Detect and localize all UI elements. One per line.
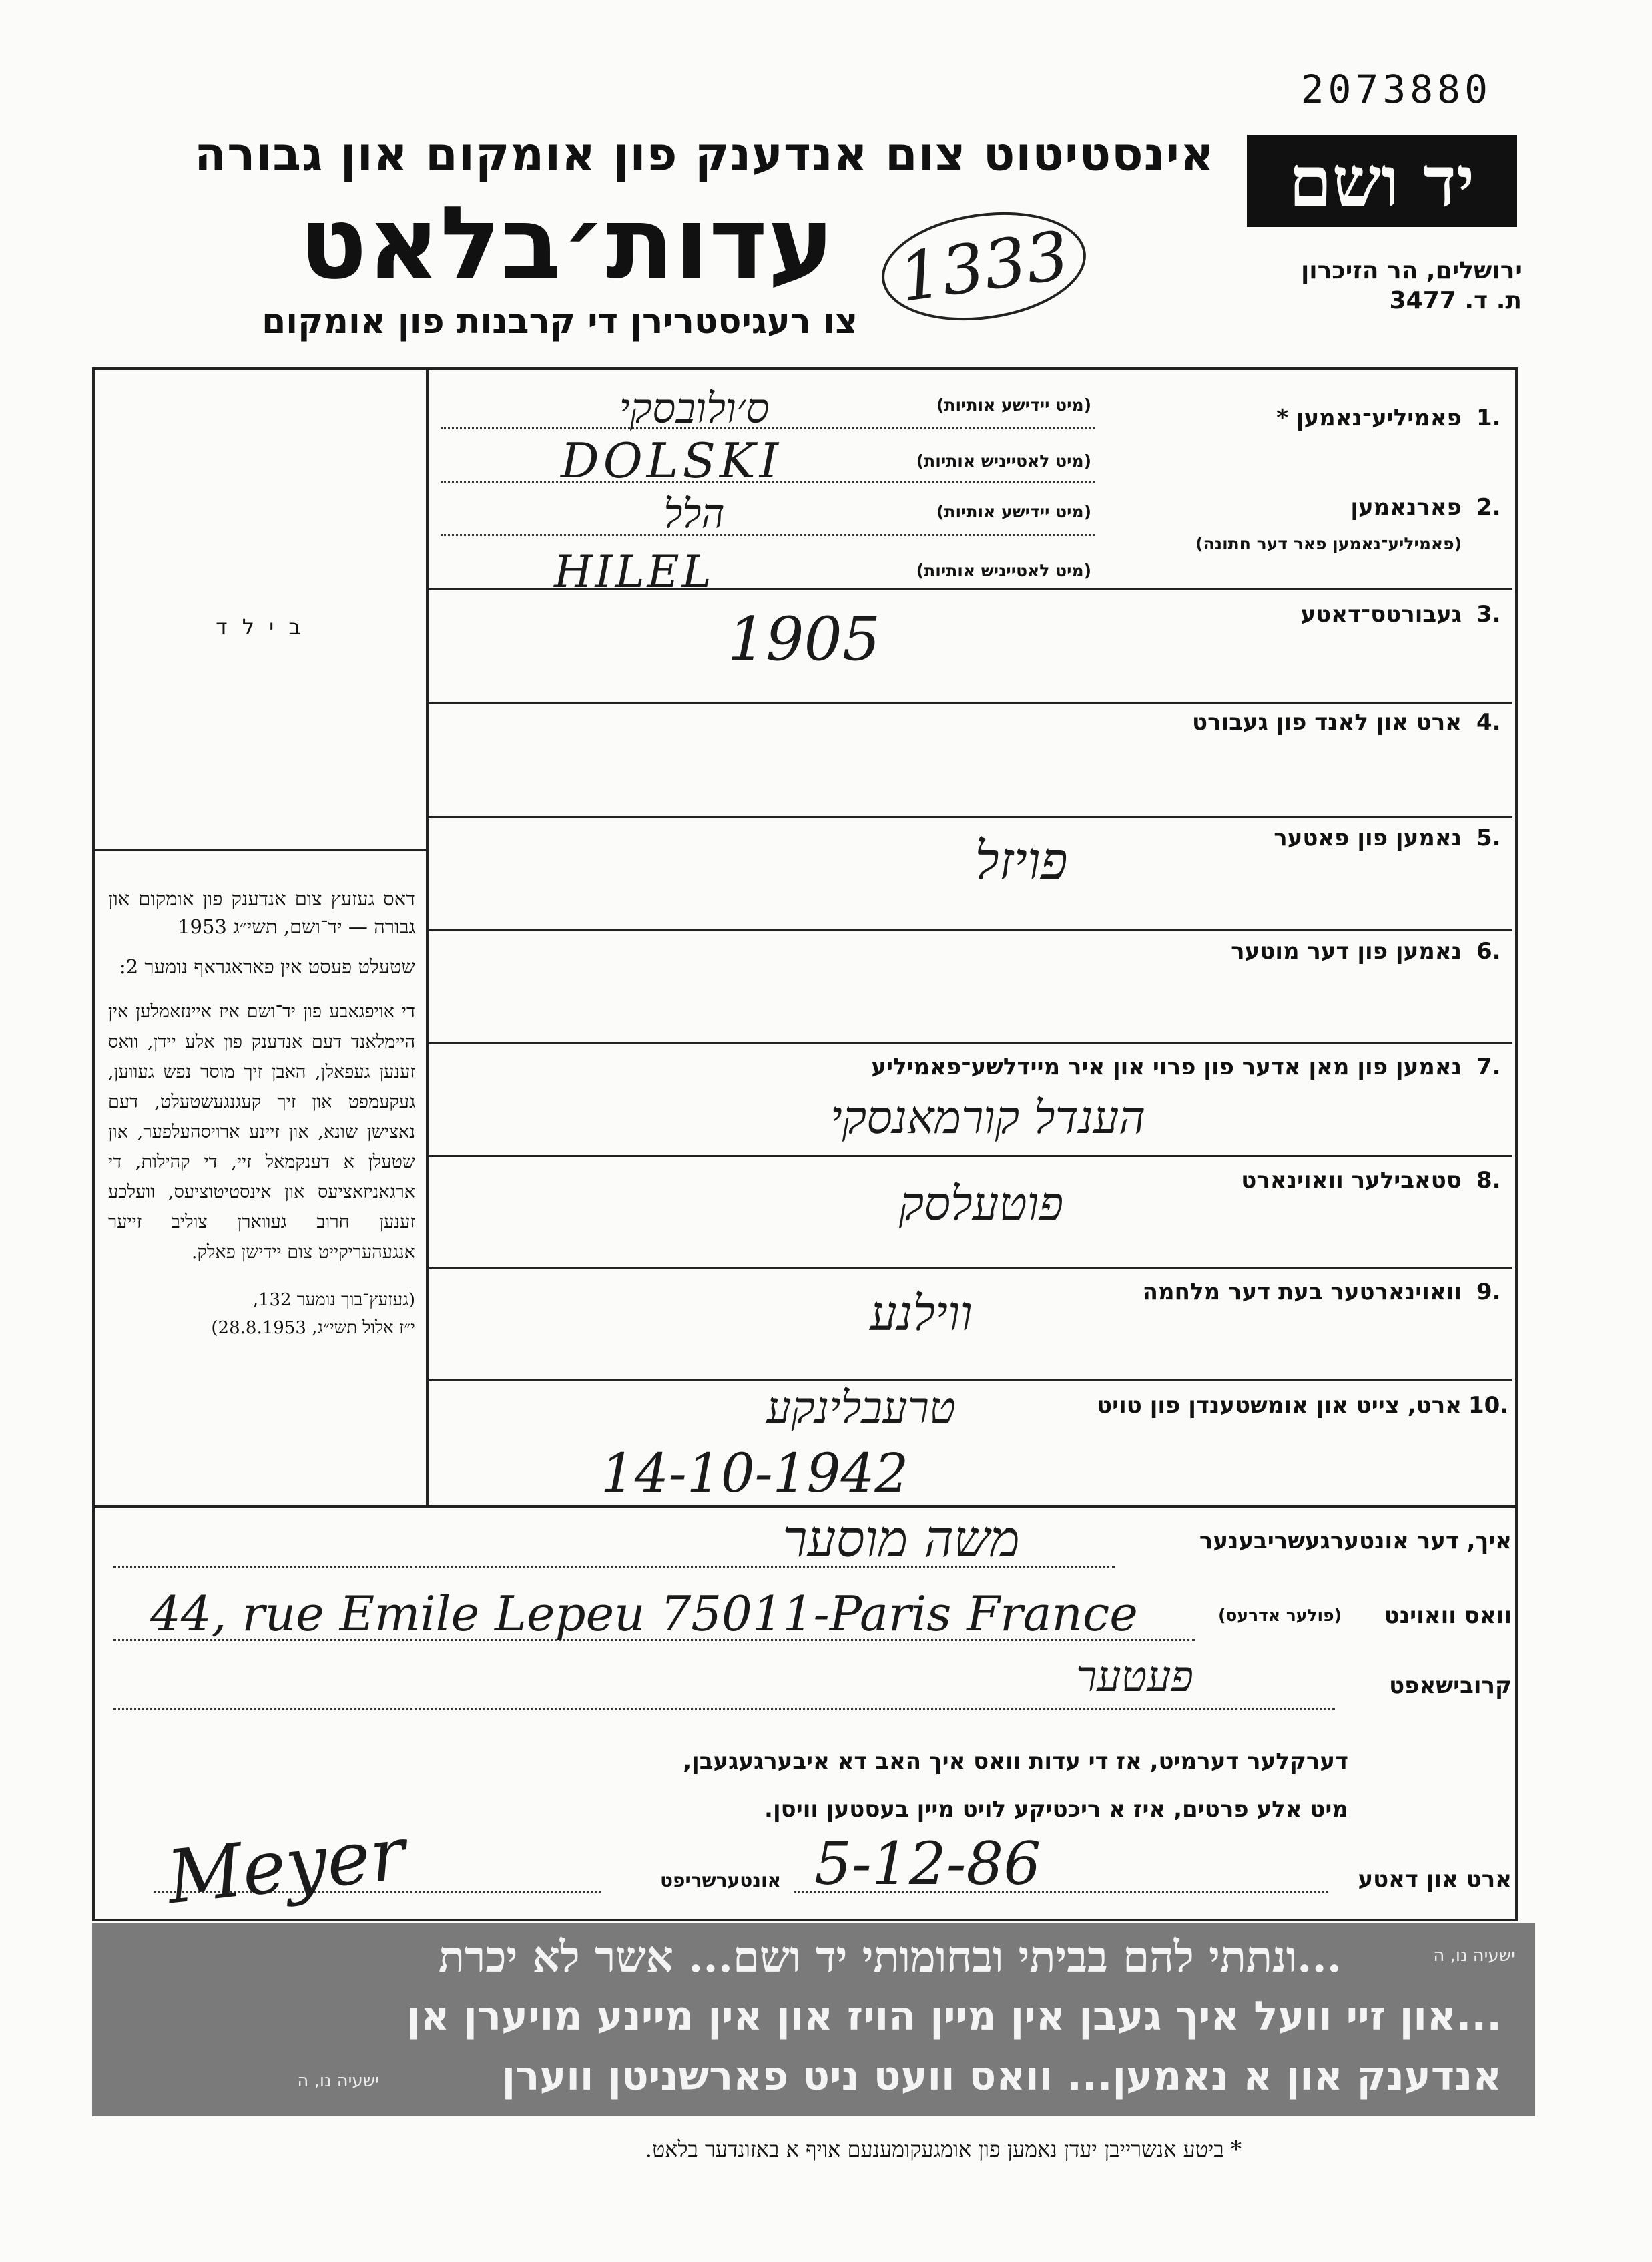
field-sublabel: (מיט יידישע אותיות) (936, 502, 1091, 521)
birth-date-value[interactable]: 1905 (728, 604, 881, 674)
wartime-residence-value[interactable]: ווילנע (870, 1285, 973, 1341)
signature-label: אונטערשריפט (660, 1869, 781, 1891)
legal-note (108, 885, 415, 1342)
page-subtitle: צו רעגיסטרירן די קרבנות פון אומקום (262, 302, 858, 342)
circled-number-stamp (875, 200, 1093, 332)
banner-line-1: ...ונתתי להם בביתי ובחומותי יד ושם... אשר לא יכרת (438, 1932, 1342, 1982)
death-place-value[interactable]: טרעבלינקע (766, 1382, 956, 1433)
field-label-first-name: פארנאמען (1350, 494, 1462, 521)
relation-label: קרובישאפט (1389, 1672, 1512, 1699)
photo-label: ב י ל ד (216, 614, 305, 640)
entry-line (441, 534, 1095, 536)
field-label-father-name: נאמען פון פאטער (1274, 825, 1462, 851)
field-label-first-name-note: (פאמיליע־נאמען פאר דער חתונה) (1195, 534, 1462, 553)
field-sublabel: (מיט יידישע אותיות) (936, 395, 1091, 415)
legal-note-p2: שטעלט פעסט אין פאראגראף נומער 2: (119, 955, 415, 978)
field-label-family-name: פאמיליע־נאמען * (1276, 405, 1462, 431)
legal-note-p3: די אויפגאבע פון יד־ושם איז איינזאמלען אין היימלאנד דעם אנדענק פון אלע יידן, וואס זענען געפאלן, האבן זיך מוסר נפש געווען, געקעמפט און זיך קעגנגעשטעלט, דעם נאצישן שונא, און זיינע ארויסהעלפער, און שטעלן א דענקמאל זיי, די קהילות, די ארגאניזאציעס און אינסטיטוציעס, וועלכע זענען חרוב געווארן צוליב זייער אנגעהעריקייט צום יידישן פאלק. (108, 1001, 415, 1263)
field-label-wartime-residence: וואוינארטער בעת דער מלחמה (1142, 1279, 1462, 1305)
row-separator (429, 1267, 1512, 1269)
quote-banner (92, 1923, 1535, 2116)
circled-number: 1333 (894, 216, 1074, 317)
institute-title: אינסטיטוט צום אנדענק פון אומקום און גבורה (194, 127, 1215, 182)
declarant-address-label: וואס וואוינט (1384, 1602, 1512, 1629)
field-number: 4. (1476, 709, 1501, 736)
photo-box-divider (92, 849, 429, 851)
declarant-address-hint: (פולער אדרעס) (1218, 1606, 1342, 1625)
row-separator (429, 1379, 1512, 1381)
row-separator (429, 929, 1512, 931)
first-name-yiddish[interactable]: הלל (663, 491, 725, 537)
death-date-value[interactable]: 14-10-1942 (601, 1442, 909, 1504)
family-name-latin[interactable]: DOLSKI (561, 433, 783, 489)
field-label-birth-date: געבורטס־דאטע (1300, 601, 1462, 628)
field-label-mother-name: נאמען פון דער מוטער (1231, 938, 1462, 965)
logo-text: יד ושם (1288, 140, 1475, 222)
permanent-residence-value[interactable]: פוטעלסק (898, 1176, 1064, 1231)
entry-line (113, 1708, 1335, 1710)
footnote: * ביטע אנשרייבן יעדן נאמען פון אומגעקומענעם אויף א באזונדער בלאט. (645, 2136, 1242, 2162)
field-number: 10. (1468, 1392, 1509, 1419)
first-name-latin[interactable]: HILEL (554, 546, 714, 598)
field-number: 6. (1476, 938, 1501, 965)
field-number: 8. (1476, 1167, 1501, 1194)
address-line-1: ירושלים, הר הזיכרון (1300, 257, 1522, 284)
field-number: 5. (1476, 825, 1501, 851)
declaration-date-value[interactable]: 5-12-86 (814, 1829, 1041, 1898)
spouse-name-value[interactable]: הענדל קורמאנסקי (830, 1092, 1146, 1144)
declarant-name-label: איך, דער אונטערגעשריבענער (1199, 1528, 1512, 1554)
field-label-death-details: ארט, צייט און אומשטענדן פון טויט (1096, 1392, 1462, 1419)
field-label-spouse-name: נאמען פון מאן אדער פון פרוי און איר מיידלשע־פאמיליע (871, 1054, 1462, 1080)
legal-note-p4b: י״ז אלול תשי״ג, 28.8.1953) (211, 1318, 415, 1338)
declarant-name-value[interactable]: משה מוסער (782, 1509, 1020, 1568)
banner-cite-2: ישעיה נו, ה (297, 2071, 379, 2091)
declarant-address-value[interactable]: 44, rue Emile Lepeu 75011-Paris France (150, 1586, 1138, 1642)
row-separator (429, 1042, 1512, 1044)
field-number: 1. (1476, 405, 1501, 431)
field-sublabel: (מיט לאטייניש אותיות) (916, 561, 1091, 580)
declaration-line-1: דערקלער דערמיט, אז די עדות וואס איך האב דא איבערגעגעבן, (683, 1748, 1348, 1775)
banner-cite-1: ישעיה נו, ה (1433, 1946, 1515, 1966)
relation-value[interactable]: פעטער (1075, 1652, 1194, 1702)
place-date-label: ארט און דאטע (1358, 1866, 1512, 1893)
father-name-value[interactable]: פויזל (975, 831, 1068, 891)
row-separator (429, 816, 1512, 818)
banner-line-2: ...און זיי וועל איך געבן אין מיין הויז און אין מיינע מויערן אן (406, 1993, 1502, 2040)
declaration-line-2: מיט אלע פרטים, איז א ריכטיקע לויט מיין בעסטען וויסן. (764, 1796, 1348, 1823)
field-number: 7. (1476, 1054, 1501, 1080)
fields-bottom-divider (92, 1505, 1515, 1508)
address-line-2: ת. ד. 3477 (1389, 287, 1522, 314)
legal-note-p4a: (געזעץ־בוך נומער 132, (252, 1290, 415, 1310)
legal-note-p1: דאס געזעץ צום אנדענק פון אומקום און גבורה — יד־ושם, תשי״ג 1953 (108, 887, 415, 938)
page-title: עדות׳בלאט (299, 186, 834, 302)
signature-value[interactable]: Meyer (163, 1810, 410, 1921)
row-separator (429, 1155, 1512, 1157)
yad-vashem-logo (1247, 135, 1517, 227)
row-separator (429, 702, 1512, 704)
field-number: 9. (1476, 1279, 1501, 1305)
field-label-permanent-residence: סטאבילער וואוינארט (1241, 1167, 1462, 1194)
field-sublabel: (מיט לאטייניש אותיות) (916, 451, 1091, 471)
family-name-yiddish[interactable]: ס׳ולובסקי (619, 384, 770, 433)
banner-line-3: אנדענק און א נאמען... וואס וועט ניט פארשניטן ווערן (501, 2053, 1502, 2100)
document-number: 2073880 (1300, 67, 1492, 112)
field-number: 3. (1476, 601, 1501, 628)
field-number: 2. (1476, 494, 1501, 521)
column-divider (426, 367, 429, 1506)
field-label-birth-place: ארט און לאנד פון געבורט (1192, 709, 1462, 736)
